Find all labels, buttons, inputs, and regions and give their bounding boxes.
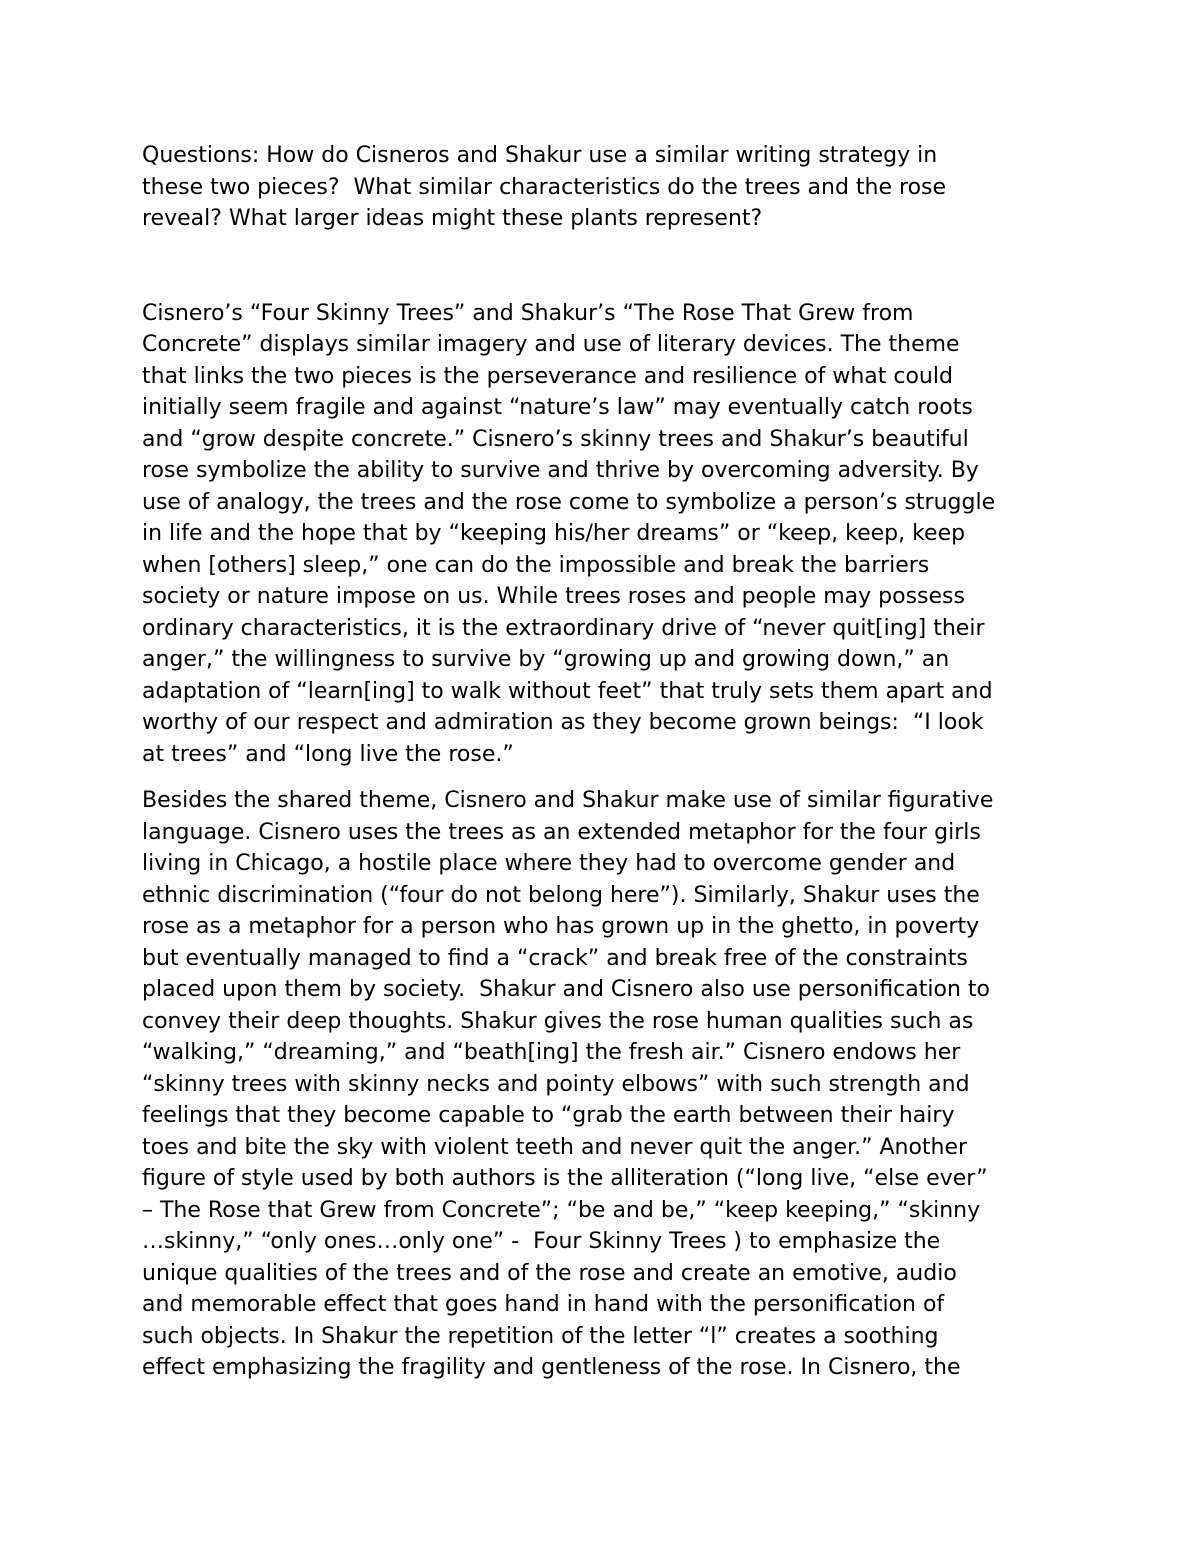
text-line: Besides the shared theme, Cisnero and Shakur make use of similar figurative [142, 788, 994, 813]
text-line: such objects. In Shakur the repetition of the letter “l” creates a soothing [142, 1323, 939, 1349]
text-line: “walking,” “dreaming,” and “beath[ing] the fresh air.” Cisnero endows her [142, 1040, 961, 1065]
text-line: …skinny,” “only ones…only one” - Four Skinny Trees ) to emphasize the [142, 1229, 941, 1254]
text-line: initially seem fragile and against “nature’s law” may eventually catch roots [142, 395, 973, 420]
text-line: language. Cisnero uses the trees as an extended metaphor for the four girls [142, 819, 981, 845]
text-line: at trees” and “long live the rose.” [142, 741, 514, 767]
text-line: use of analogy, the trees and the rose come to symbolize a person’s struggle [142, 489, 996, 515]
text-line: figure of style used by both authors is the alliteration (“long live, “else ever” [142, 1166, 988, 1191]
text-line: rose as a metaphor for a person who has grown up in the ghetto, in poverty [142, 914, 980, 939]
text-line: ordinary characteristics, it is the extraordinary drive of “never quit[ing] their [142, 615, 985, 641]
text-line: – The Rose that Grew from Concrete”; “be and be,” “keep keeping,” “skinny [142, 1197, 981, 1223]
text-line: that links the two pieces is the perseverance and resilience of what could [142, 363, 953, 389]
text-line: worthy of our respect and admiration as they become grown beings: “I look [142, 710, 984, 735]
text-line: rose symbolize the ability to survive and thrive by overcoming adversity. By [142, 458, 979, 483]
body-paragraph-2 [142, 785, 1062, 1384]
body-paragraph-1 [142, 298, 1062, 771]
text-line: in life and the hope that by “keeping his/her dreams” or “keep, keep, keep [142, 521, 966, 546]
text-line: and “grow despite concrete.” Cisnero’s skinny trees and Shakur’s beautiful [142, 426, 969, 452]
text-line: placed upon them by society. Shakur and Cisnero also use personification to [142, 977, 990, 1002]
text-line: Concrete” displays similar imagery and use of literary devices. The theme [142, 332, 960, 357]
text-line: reveal? What larger ideas might these plants represent? [142, 206, 763, 231]
text-line: “skinny trees with skinny necks and pointy elbows” with such strength and [142, 1071, 970, 1097]
text-line: anger,” the willingness to survive by “growing up and growing down,” an [142, 647, 950, 672]
text-line: but eventually managed to find a “crack” and break free of the constraints [142, 945, 968, 971]
text-line: these two pieces? What similar characteristics do the trees and the rose [142, 174, 947, 200]
text-line: society or nature impose on us. While trees roses and people may possess [142, 584, 965, 609]
text-line: unique qualities of the trees and of the rose and create an emotive, audio [142, 1260, 957, 1286]
text-line: Cisnero’s “Four Skinny Trees” and Shakur’s “The Rose That Grew from [142, 300, 914, 326]
document-body [142, 140, 1062, 1399]
text-line: ethnic discrimination (“four do not belong here”). Similarly, Shakur uses the [142, 882, 980, 908]
text-line: feelings that they become capable to “grab the earth between their hairy [142, 1103, 955, 1128]
text-line: convey their deep thoughts. Shakur gives the rose human qualities such as [142, 1008, 974, 1034]
text-line: when [others] sleep,” one can do the impossible and break the barriers [142, 552, 930, 578]
questions-paragraph [142, 140, 1062, 235]
text-line: toes and bite the sky with violent teeth and never quit the anger.” Another [142, 1134, 968, 1160]
text-line: living in Chicago, a hostile place where they had to overcome gender and [142, 851, 956, 876]
text-line: Questions: How do Cisneros and Shakur use a similar writing strategy in [142, 143, 938, 168]
text-line: effect emphasizing the fragility and gentleness of the rose. In Cisnero, the [142, 1355, 961, 1380]
text-line: adaptation of “learn[ing] to walk without feet” that truly sets them apart and [142, 678, 993, 704]
text-line: and memorable effect that goes hand in hand with the personification of [142, 1292, 945, 1317]
